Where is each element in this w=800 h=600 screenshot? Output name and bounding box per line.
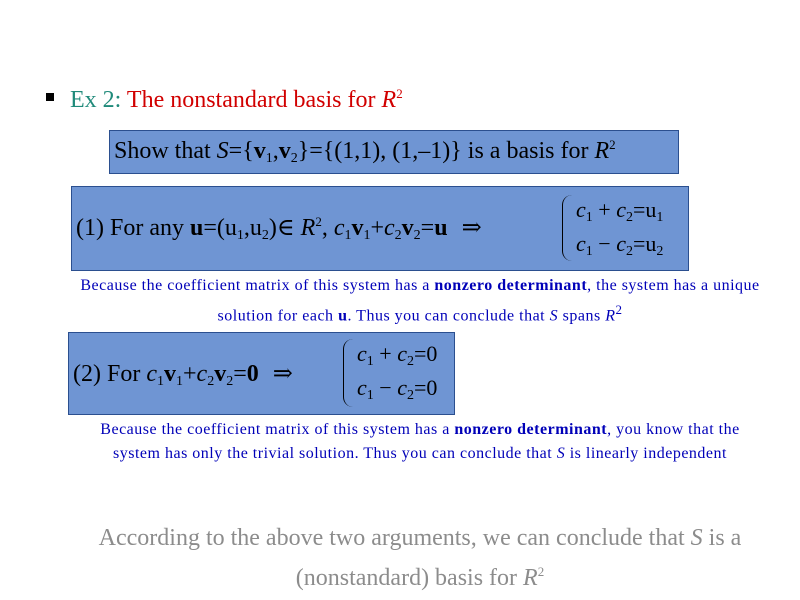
ia-equals: = <box>233 361 247 387</box>
eq2-op: − <box>592 231 617 256</box>
independence-argument-box <box>68 332 455 415</box>
sa-text-4: )∈ <box>268 215 301 241</box>
ex1-s: S <box>549 307 559 325</box>
sa-c2-sub: 2 <box>394 228 402 243</box>
ia-c1: c <box>146 361 157 387</box>
sa-v1-sub: 1 <box>363 228 371 243</box>
sa-text-2: =(u <box>203 215 237 241</box>
eq1-c2: c <box>616 197 626 222</box>
ex2-s: S <box>556 445 566 462</box>
ieq1-c1-sub: 1 <box>366 354 374 369</box>
sa-space: R <box>300 215 316 241</box>
ieq1-c2: c <box>397 341 407 366</box>
ex2-text-1: Because the coefficient matrix of this system has a <box>100 421 455 438</box>
ieq2-c2: c <box>397 375 407 400</box>
ia-c2: c <box>196 361 208 387</box>
eq1-c1: c <box>576 197 586 222</box>
eq1-rhs: =u <box>632 197 657 222</box>
heading-title <box>127 87 403 113</box>
ex1-text-2: , the system has a unique solution for each <box>217 277 760 325</box>
ieq2-rhs: =0 <box>413 375 438 400</box>
spanning-argument-box <box>71 186 689 271</box>
ps-space-exp: 2 <box>609 137 616 152</box>
sa-text-1: (1) For any <box>76 215 190 241</box>
ieq2-c1-sub: 1 <box>366 388 374 403</box>
sa-c1-sub: 1 <box>344 228 352 243</box>
ex1-r: R <box>605 307 616 325</box>
eq2-c2: c <box>616 231 626 256</box>
sa-u2-sub: 2 <box>261 228 269 243</box>
sa-comma: , <box>321 215 334 241</box>
ps-v2: v <box>278 138 291 164</box>
ex2-text-3: is linearly independent <box>565 445 727 462</box>
ex1-r-exp: 2 <box>615 302 623 317</box>
conclusion-s: S <box>690 525 703 551</box>
eq1-rhs-sub: 1 <box>656 210 664 225</box>
ex2-text-2: , you know that the system has only the trivial solution. Thus you can conclude that <box>113 421 740 462</box>
eq2-c1-sub: 1 <box>585 244 593 259</box>
ex1-text-1: Because the coefficient matrix of this system has a <box>80 277 435 294</box>
conclusion-text-2: is a (nonstandard) basis for <box>295 525 742 591</box>
ex1-bold: nonzero determinant <box>434 277 588 294</box>
heading-space-exp: 2 <box>396 86 403 101</box>
ieq1-c2-sub: 2 <box>406 354 414 369</box>
conclusion-r-exp: 2 <box>537 564 545 579</box>
ia-v2-sub: 2 <box>226 374 234 389</box>
conclusion-text-1: According to the above two arguments, we can conclude that <box>98 525 691 551</box>
ia-v2: v <box>214 361 227 387</box>
sa-v1: v <box>351 215 364 241</box>
eq1-c2-sub: 2 <box>625 210 633 225</box>
slide-heading <box>70 86 403 114</box>
ieq1-rhs: =0 <box>413 341 438 366</box>
sa-u-rhs: u <box>434 215 448 241</box>
conclusion-r: R <box>523 565 538 591</box>
sa-plus: + <box>370 215 385 241</box>
spanning-eq-2 <box>576 227 663 261</box>
sa-c1: c <box>333 215 345 241</box>
sa-v2-sub: 2 <box>413 228 421 243</box>
ia-text-1: (2) For <box>73 361 147 387</box>
ps-v1: v <box>253 138 266 164</box>
ps-comma: , <box>272 138 279 164</box>
bullet-marker <box>46 93 54 101</box>
ieq2-op: − <box>373 375 398 400</box>
ieq2-c2-sub: 2 <box>406 388 414 403</box>
ia-plus: + <box>182 361 197 387</box>
eq1-op: + <box>592 197 617 222</box>
ia-zero: 0 <box>246 361 259 387</box>
ps-space: R <box>594 138 610 164</box>
eq2-rhs-sub: 2 <box>656 244 664 259</box>
spanning-explanation <box>80 274 760 328</box>
independence-system <box>345 337 437 409</box>
ieq1-c1: c <box>357 341 367 366</box>
sa-v2: v <box>401 215 414 241</box>
eq2-c1: c <box>576 231 586 256</box>
eq1-c1-sub: 1 <box>585 210 593 225</box>
example-label: Ex 2: <box>70 87 127 113</box>
ieq2-c1: c <box>357 375 367 400</box>
problem-statement-box <box>109 130 679 174</box>
eq2-c2-sub: 2 <box>625 244 633 259</box>
sa-u: u <box>189 215 204 241</box>
left-brace-icon <box>562 195 573 261</box>
left-brace-icon <box>343 339 354 407</box>
implies-arrow-icon: ⇒ <box>461 215 482 241</box>
ex2-bold: nonzero determinant <box>454 421 608 438</box>
ex1-text-3: . Thus you can conclude that <box>347 307 550 325</box>
spanning-eq-1 <box>576 193 663 227</box>
independence-eq-1 <box>357 337 437 371</box>
sa-space-exp: 2 <box>315 214 322 229</box>
ia-v1: v <box>163 361 176 387</box>
heading-space: R <box>381 87 397 113</box>
ex1-u: u <box>338 307 348 325</box>
sa-text-3: ,u <box>243 215 262 241</box>
independence-explanation <box>80 418 760 466</box>
implies-arrow-icon: ⇒ <box>272 361 293 387</box>
ps-text-1: Show that <box>114 138 217 164</box>
ia-c1-sub: 1 <box>156 374 164 389</box>
ia-v1-sub: 1 <box>175 374 183 389</box>
independence-eq-2 <box>357 371 437 405</box>
ps-v2-sub: 2 <box>290 151 298 166</box>
sa-equals: = <box>420 215 435 241</box>
ps-set-s: S <box>216 138 229 164</box>
heading-title-text: The nonstandard basis for <box>126 87 382 113</box>
ps-text-2: ={ <box>228 138 254 164</box>
ps-v1-sub: 1 <box>265 151 273 166</box>
conclusion <box>70 521 770 595</box>
ia-c2-sub: 2 <box>207 374 215 389</box>
sa-c2: c <box>384 215 395 241</box>
problem-statement <box>114 137 616 167</box>
spanning-statement <box>76 213 482 244</box>
spanning-system <box>564 193 663 263</box>
ieq1-op: + <box>373 341 398 366</box>
ex1-text-4: spans <box>558 307 606 325</box>
ps-text-3: }={(1,1), (1,–1)} is a basis for <box>297 138 595 164</box>
sa-u1-sub: 1 <box>236 228 244 243</box>
independence-statement <box>73 359 293 390</box>
eq2-rhs: =u <box>632 231 657 256</box>
